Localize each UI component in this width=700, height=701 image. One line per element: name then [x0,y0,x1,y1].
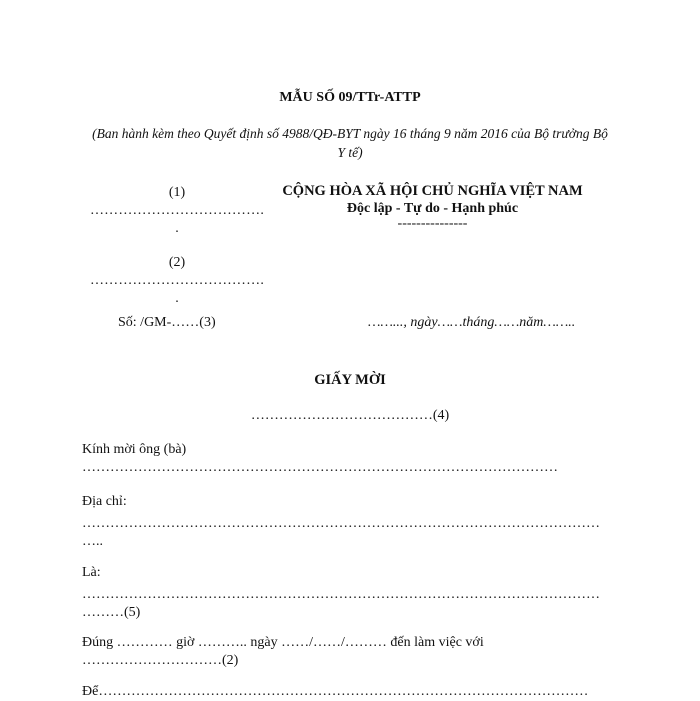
address-field [82,493,622,551]
document-title: GIẤY MỜI [314,372,386,388]
role-field [82,564,622,622]
agency-ref-1: (1) [168,185,186,200]
address-label: Địa chỉ: [82,494,127,509]
spacer [82,238,272,254]
agency-dots-1: ………………………………. [89,203,265,218]
agency-dot-1: . [175,221,179,236]
agency-dots-2: ………………………………. [89,273,265,288]
date-line: ……..., ngày……tháng……năm…….. [368,315,576,330]
time-field [82,634,622,670]
national-title: CỘNG HÒA XÃ HỘI CHỦ NGHĨA VIỆT NAM [282,183,583,199]
address-fill-2: ….. [82,534,103,549]
form-code-heading: MẪU SỐ 09/TTr-ATTP [279,90,421,105]
address-fill: ………………………………………………………………………………………………… [82,516,600,531]
issuing-agency-block [82,184,272,308]
national-motto: Độc lập - Tự do - Hạnh phúc [346,201,519,216]
invite-fill: ………………………………………………………………………………………… [82,460,558,475]
decree-note: (Ban hành kèm theo Quyết định số 4988/QĐ-BYT ngày 16 tháng 9 năm 2016 của Bộ trưởng Bộ Y tế) [92,126,608,160]
role-fill-2: ………(5) [82,605,141,620]
time-fill: …………………………(2) [82,653,239,668]
role-label: Là: [82,565,101,580]
national-header-block [275,182,590,230]
document-number: Số: /GM-……(3) [118,315,216,330]
agency-dot-2: . [175,291,179,306]
agency-ref-2: (2) [168,255,186,270]
purpose-label: Để…………………………………………………………………………………………… [82,684,589,699]
role-fill: ………………………………………………………………………………………………… [82,587,600,602]
invite-field [82,441,622,477]
motto-underline: --------------- [397,216,468,231]
time-label: Đúng ………… giờ ……….. ngày ……/……/……… đến làm việc với [82,635,484,650]
invitee-line: …………………………………(4) [250,408,450,423]
purpose-field [82,683,622,701]
invite-label: Kính mời ông (bà) [82,442,187,457]
